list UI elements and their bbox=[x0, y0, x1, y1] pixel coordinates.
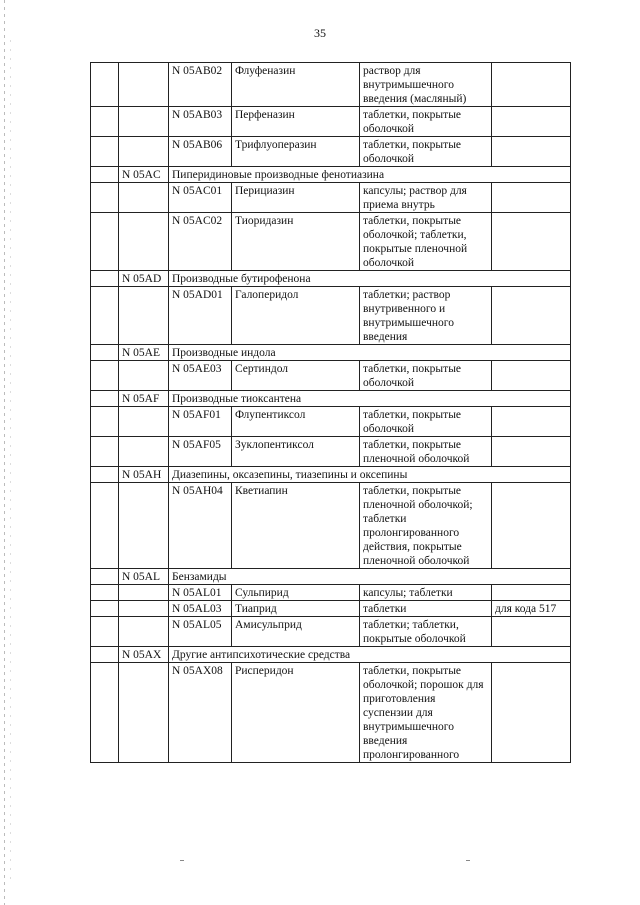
empty-group-cell bbox=[119, 483, 169, 569]
empty-group-cell bbox=[119, 137, 169, 167]
margin-cell bbox=[91, 467, 119, 483]
note-cell bbox=[492, 63, 571, 107]
margin-cell bbox=[91, 213, 119, 271]
atc-code-cell: N 05AL01 bbox=[169, 585, 232, 601]
dosage-form-cell: раствор для внутримышечного введения (масляный) bbox=[360, 63, 492, 107]
margin-cell bbox=[91, 63, 119, 107]
atc-code-cell: N 05AB06 bbox=[169, 137, 232, 167]
empty-group-cell bbox=[119, 63, 169, 107]
drug-name-cell: Сульпирид bbox=[232, 585, 360, 601]
empty-group-cell bbox=[119, 361, 169, 391]
table-row bbox=[91, 437, 571, 467]
atc-code-cell: N 05AD01 bbox=[169, 287, 232, 345]
note-cell bbox=[492, 107, 571, 137]
table-row bbox=[91, 137, 571, 167]
note-cell bbox=[492, 617, 571, 647]
drug-name-cell: Перициазин bbox=[232, 183, 360, 213]
note-cell bbox=[492, 407, 571, 437]
group-title-cell: Другие антипсихотические средства bbox=[169, 647, 571, 663]
note-cell bbox=[492, 213, 571, 271]
drug-name-cell: Зуклопентиксол bbox=[232, 437, 360, 467]
drug-list-table bbox=[90, 62, 571, 763]
group-row bbox=[91, 345, 571, 361]
dosage-form-cell: таблетки; таблетки, покрытые оболочкой bbox=[360, 617, 492, 647]
drug-name-cell: Галоперидол bbox=[232, 287, 360, 345]
group-row bbox=[91, 647, 571, 663]
group-code-cell: N 05AE bbox=[119, 345, 169, 361]
atc-code-cell: N 05AB02 bbox=[169, 63, 232, 107]
atc-code-cell: N 05AL05 bbox=[169, 617, 232, 647]
dosage-form-cell: таблетки; раствор внутривенного и внутримышечного введения bbox=[360, 287, 492, 345]
group-code-cell: N 05AF bbox=[119, 391, 169, 407]
margin-cell bbox=[91, 137, 119, 167]
group-row bbox=[91, 271, 571, 287]
scan-edge-left bbox=[4, 0, 5, 905]
dosage-form-cell: таблетки, покрытые оболочкой bbox=[360, 107, 492, 137]
drug-name-cell: Перфеназин bbox=[232, 107, 360, 137]
margin-cell bbox=[91, 107, 119, 137]
scan-edge-inner bbox=[10, 40, 11, 880]
table-row bbox=[91, 407, 571, 437]
empty-group-cell bbox=[119, 437, 169, 467]
empty-group-cell bbox=[119, 663, 169, 763]
margin-cell bbox=[91, 167, 119, 183]
margin-cell bbox=[91, 287, 119, 345]
atc-code-cell: N 05AF05 bbox=[169, 437, 232, 467]
empty-group-cell bbox=[119, 183, 169, 213]
drug-name-cell: Кветиапин bbox=[232, 483, 360, 569]
group-row bbox=[91, 167, 571, 183]
drug-name-cell: Рисперидон bbox=[232, 663, 360, 763]
dosage-form-cell: таблетки bbox=[360, 601, 492, 617]
note-cell bbox=[492, 287, 571, 345]
dosage-form-cell: таблетки, покрытые оболочкой bbox=[360, 407, 492, 437]
table-row bbox=[91, 287, 571, 345]
dosage-form-cell: таблетки, покрытые пленочной оболочкой; таблетки пролонгированного действия, покрытые пленочной оболочкой bbox=[360, 483, 492, 569]
note-cell bbox=[492, 585, 571, 601]
group-title-cell: Производные бутирофенона bbox=[169, 271, 571, 287]
drug-name-cell: Трифлуоперазин bbox=[232, 137, 360, 167]
atc-code-cell: N 05AL03 bbox=[169, 601, 232, 617]
atc-code-cell: N 05AC02 bbox=[169, 213, 232, 271]
table-row bbox=[91, 663, 571, 763]
margin-cell bbox=[91, 361, 119, 391]
margin-cell bbox=[91, 271, 119, 287]
note-cell bbox=[492, 437, 571, 467]
group-code-cell: N 05AX bbox=[119, 647, 169, 663]
table-row bbox=[91, 601, 571, 617]
margin-cell bbox=[91, 483, 119, 569]
margin-cell bbox=[91, 585, 119, 601]
drug-name-cell: Тиаприд bbox=[232, 601, 360, 617]
dosage-form-cell: таблетки, покрытые оболочкой bbox=[360, 361, 492, 391]
empty-group-cell bbox=[119, 287, 169, 345]
margin-cell bbox=[91, 601, 119, 617]
empty-group-cell bbox=[119, 107, 169, 137]
group-title-cell: Бензамиды bbox=[169, 569, 571, 585]
drug-name-cell: Флуфеназин bbox=[232, 63, 360, 107]
dosage-form-cell: таблетки, покрытые оболочкой bbox=[360, 137, 492, 167]
note-cell bbox=[492, 183, 571, 213]
empty-group-cell bbox=[119, 213, 169, 271]
atc-code-cell: N 05AB03 bbox=[169, 107, 232, 137]
margin-cell bbox=[91, 437, 119, 467]
table-row bbox=[91, 213, 571, 271]
group-code-cell: N 05AL bbox=[119, 569, 169, 585]
dosage-form-cell: таблетки, покрытые пленочной оболочкой bbox=[360, 437, 492, 467]
margin-cell bbox=[91, 663, 119, 763]
margin-cell bbox=[91, 407, 119, 437]
table-row bbox=[91, 483, 571, 569]
margin-cell bbox=[91, 647, 119, 663]
margin-cell bbox=[91, 183, 119, 213]
group-title-cell: Производные тиоксантена bbox=[169, 391, 571, 407]
note-cell: для кода 517 bbox=[492, 601, 571, 617]
group-title-cell: Пиперидиновые производные фенотиазина bbox=[169, 167, 571, 183]
note-cell bbox=[492, 137, 571, 167]
group-title-cell: Производные индола bbox=[169, 345, 571, 361]
note-cell bbox=[492, 361, 571, 391]
dosage-form-cell: таблетки, покрытые оболочкой; порошок для приготовления суспензии для внутримышечного введения пролонгированного bbox=[360, 663, 492, 763]
margin-cell bbox=[91, 345, 119, 361]
group-code-cell: N 05AH bbox=[119, 467, 169, 483]
table-row bbox=[91, 361, 571, 391]
atc-code-cell: N 05AE03 bbox=[169, 361, 232, 391]
margin-cell bbox=[91, 617, 119, 647]
group-code-cell: N 05AD bbox=[119, 271, 169, 287]
empty-group-cell bbox=[119, 617, 169, 647]
group-code-cell: N 05AC bbox=[119, 167, 169, 183]
table-row bbox=[91, 107, 571, 137]
note-cell bbox=[492, 483, 571, 569]
margin-cell bbox=[91, 391, 119, 407]
dosage-form-cell: таблетки, покрытые оболочкой; таблетки, покрытые пленочной оболочкой bbox=[360, 213, 492, 271]
group-row bbox=[91, 391, 571, 407]
page-number: 35 bbox=[314, 26, 326, 40]
drug-name-cell: Флупентиксол bbox=[232, 407, 360, 437]
note-cell bbox=[492, 663, 571, 763]
drug-name-cell: Амисульприд bbox=[232, 617, 360, 647]
table-row bbox=[91, 63, 571, 107]
table-row bbox=[91, 183, 571, 213]
atc-code-cell: N 05AH04 bbox=[169, 483, 232, 569]
margin-cell bbox=[91, 569, 119, 585]
empty-group-cell bbox=[119, 601, 169, 617]
scan-speck bbox=[466, 860, 470, 861]
drug-name-cell: Сертиндол bbox=[232, 361, 360, 391]
group-row bbox=[91, 569, 571, 585]
scan-speck bbox=[180, 860, 184, 861]
atc-code-cell: N 05AX08 bbox=[169, 663, 232, 763]
dosage-form-cell: капсулы; таблетки bbox=[360, 585, 492, 601]
group-title-cell: Диазепины, оксазепины, тиазепины и оксепины bbox=[169, 467, 571, 483]
atc-code-cell: N 05AC01 bbox=[169, 183, 232, 213]
dosage-form-cell: капсулы; раствор для приема внутрь bbox=[360, 183, 492, 213]
table-row bbox=[91, 585, 571, 601]
drug-name-cell: Тиоридазин bbox=[232, 213, 360, 271]
empty-group-cell bbox=[119, 585, 169, 601]
group-row bbox=[91, 467, 571, 483]
table-row bbox=[91, 617, 571, 647]
empty-group-cell bbox=[119, 407, 169, 437]
atc-code-cell: N 05AF01 bbox=[169, 407, 232, 437]
